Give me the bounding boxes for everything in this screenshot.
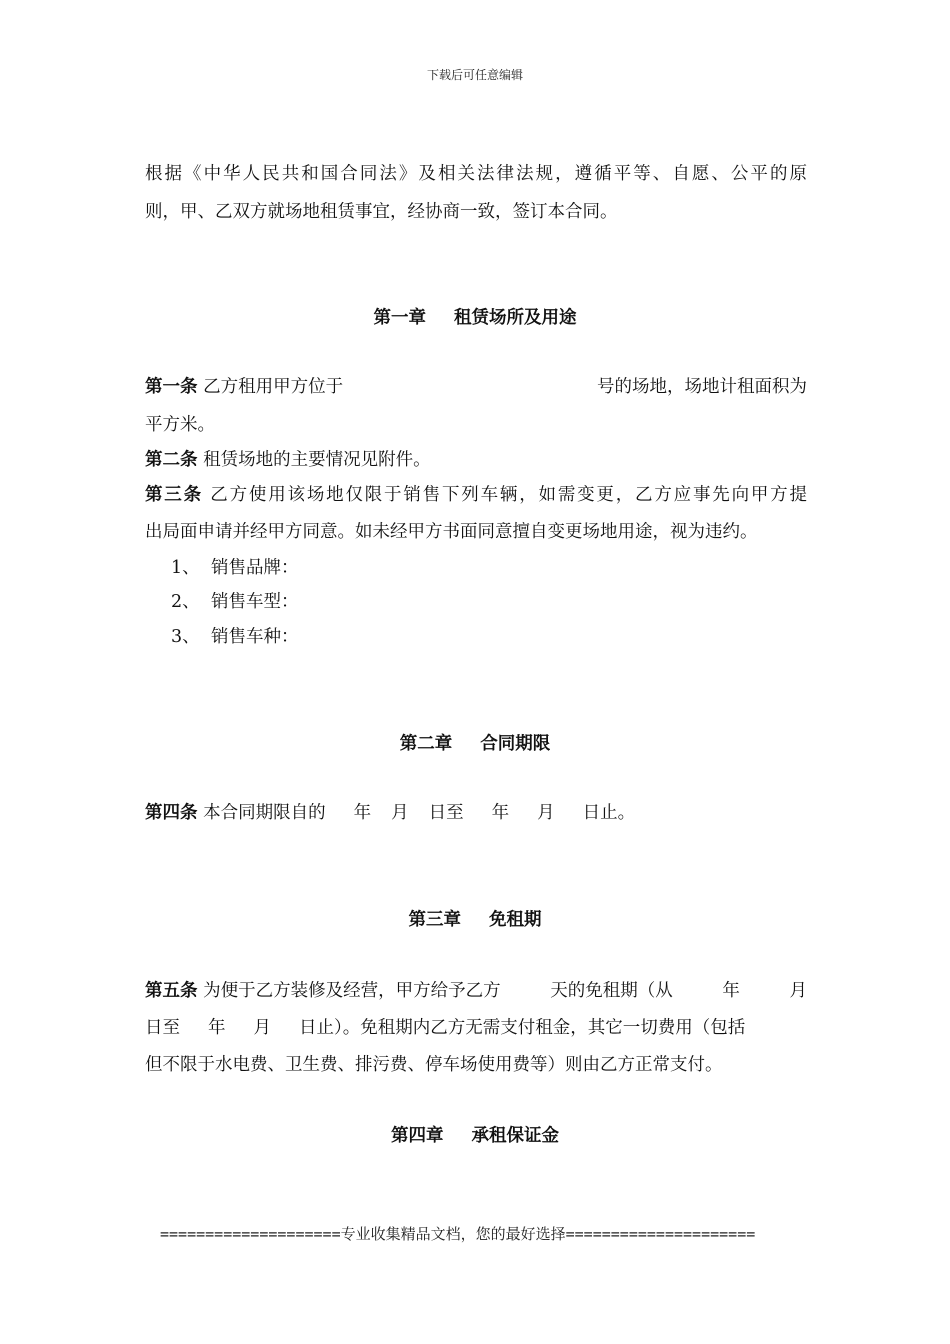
article-2-text: 租赁场地的主要情况见附件。 [203,450,431,470]
article-5-l2-d: 日止）。免租期内乙方无需支付租金，其它一切费用（包括 [299,1018,746,1038]
chapter-4-heading [0,1124,950,1148]
article-3-line-1-text: 乙方使用该场地仅限于销售下列车辆，如需变更，乙方应事先向甲方提 [210,485,807,505]
chapter-1-number: 第一章 [373,308,426,328]
chapter-2-number: 第二章 [399,734,453,754]
article-1-text-b: 号的场地，场地计租面积为 [597,377,807,397]
article-5-line-3: 但不限于水电费、卫生费、排污费、停车场使用费等）则由乙方正常支付。 [145,1055,723,1075]
article-4-label: 第四条 [145,803,198,823]
article-1-text-a: 乙方租用甲方位于 [203,377,344,397]
article-5-l2-b: 年 [208,1018,226,1038]
intro-line-1: 根据《中华人民共和国合同法》及相关法律法规，遵循平等、自愿、公平的原 [145,164,807,184]
list-item-text: 销售车种： [211,627,299,647]
chapter-1-title: 租赁场所及用途 [454,308,577,328]
list-item-type [171,625,299,649]
list-item-text: 销售品牌： [211,558,299,578]
list-item-text: 销售车型： [211,592,299,612]
article-5-l2-a: 日至 [145,1018,180,1038]
article-4-year-1: 年 [353,803,372,823]
article-3-line-1 [145,483,807,507]
list-item-number: 3、 [171,627,200,647]
article-4-day-to: 日至 [428,803,464,823]
chapter-3-title: 免租期 [489,910,542,930]
article-4 [145,801,807,825]
list-item-number: 1、 [171,558,200,578]
list-item-number: 2、 [171,592,200,612]
article-5-line-2 [145,1016,807,1040]
article-4-day-end: 日止。 [582,803,636,823]
article-5-l2-c: 月 [253,1018,271,1038]
chapter-4-title: 承租保证金 [471,1126,559,1146]
chapter-4-number: 第四章 [391,1126,444,1146]
article-2 [145,448,807,472]
article-1-text-c: 平方米。 [145,415,215,435]
footer-text: ====================专业收集精品文档，您的最好选择===================== [160,1225,756,1243]
article-1-line-1 [145,375,807,399]
article-1-label: 第一条 [145,377,198,397]
article-5-l1-a: 为便于乙方装修及经营，甲方给予乙方 [203,981,501,1001]
article-4-t1: 本合同期限自的 [203,803,326,823]
chapter-2-heading [0,732,950,756]
footer-banner [145,1224,807,1244]
chapter-1-heading [0,306,950,330]
article-3-label: 第三条 [145,485,203,505]
intro-line-2: 则，甲、乙双方就场地租赁事宜，经协商一致，签订本合同。 [145,202,618,222]
article-2-label: 第二条 [145,450,198,470]
chapter-2-title: 合同期限 [480,734,551,754]
article-4-month-2: 月 [537,803,555,823]
article-5-l1-c: 年 [722,981,740,1001]
article-3-line-2: 出局面申请并经甲方同意。如未经甲方书面同意擅自变更场地用途，视为违约。 [145,522,758,542]
chapter-3-number: 第三章 [408,910,461,930]
article-4-month-1: 月 [391,803,409,823]
header-note: 下载后可任意编辑 [426,68,523,82]
article-5-l1-b: 天的免租期（从 [550,981,673,1001]
article-5-line-1 [145,979,807,1003]
article-4-year-2: 年 [491,803,510,823]
article-5-label: 第五条 [145,981,198,1001]
article-5-l1-d: 月 [789,981,807,1001]
chapter-3-heading [0,908,950,932]
list-item-model [171,590,299,614]
list-item-brand [171,556,299,580]
